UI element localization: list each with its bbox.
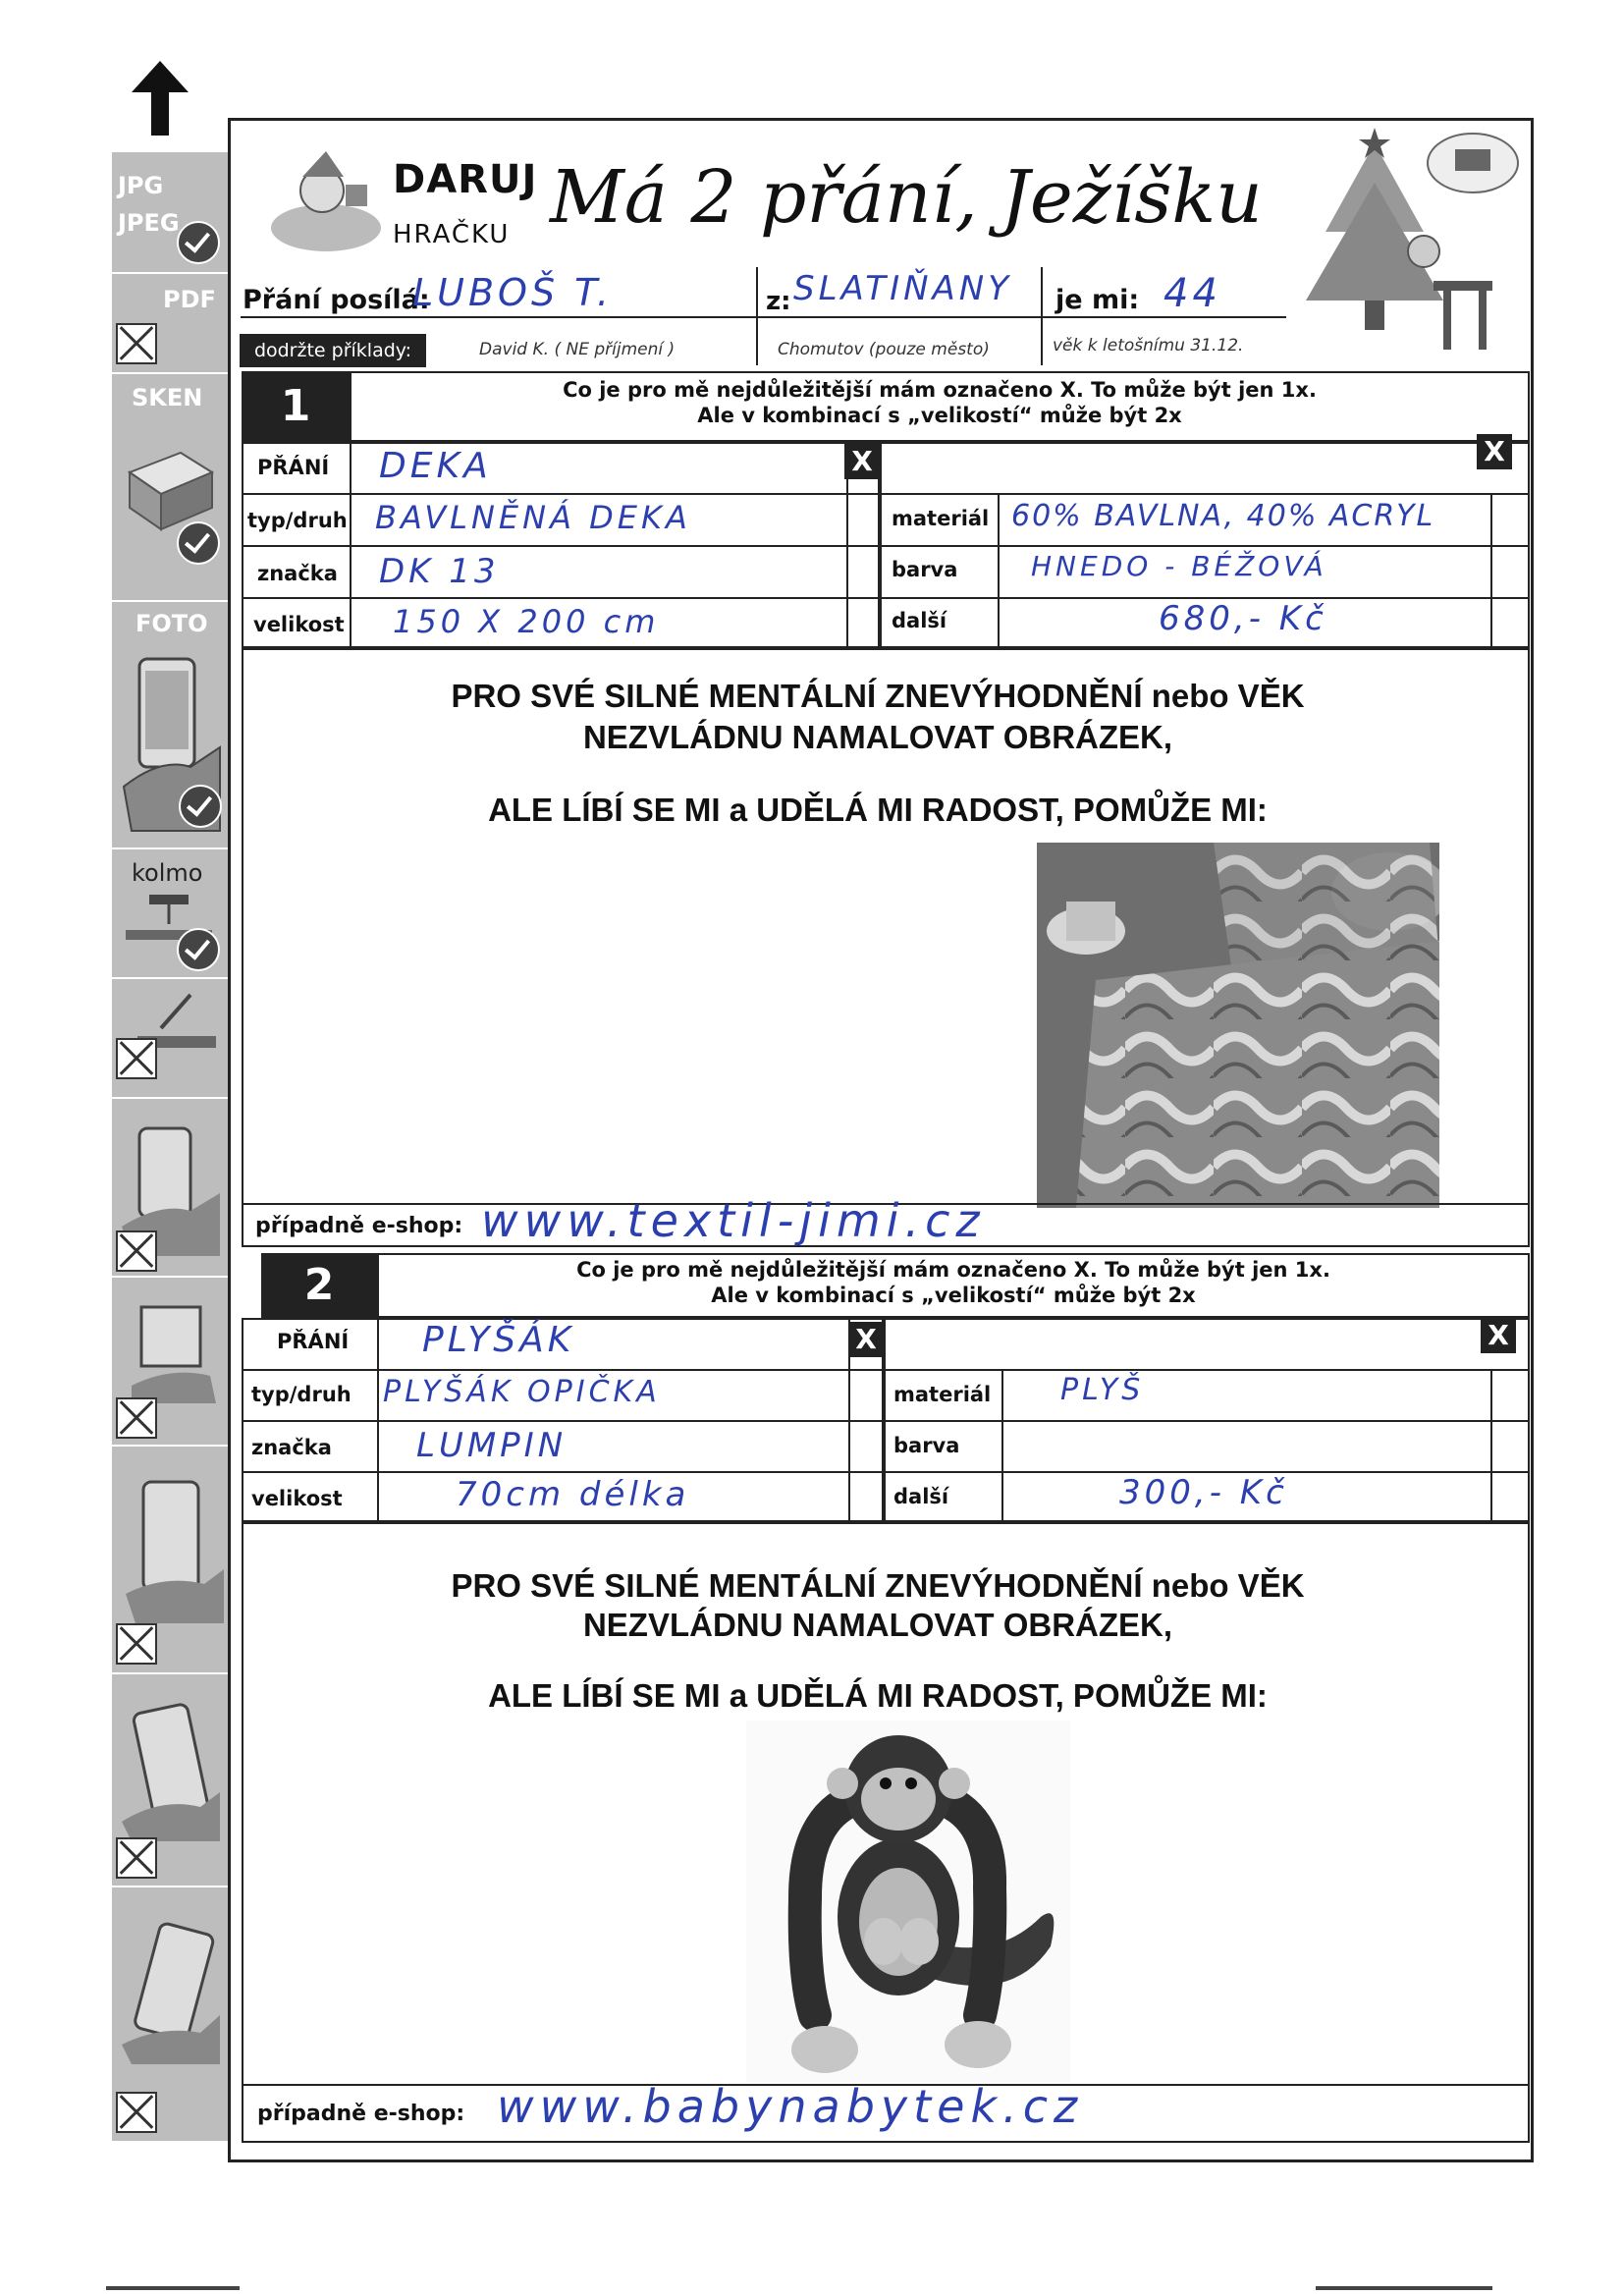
santa-logo-icon: [267, 147, 385, 255]
wish-label: typ/druh: [251, 1383, 352, 1406]
wish-label: velikost: [251, 1487, 343, 1510]
wish-label: PŘÁNÍ: [277, 1330, 350, 1353]
wish-value: PLYŠÁK OPIČKA: [383, 1375, 661, 1409]
wish-number: 1: [242, 371, 350, 442]
wish-label: materiál: [893, 1383, 992, 1406]
x-box-icon: [116, 1623, 157, 1665]
format-photo: [112, 602, 230, 849]
wish-value: PLYŠÁK: [422, 1320, 575, 1360]
blanket-photo: [1037, 843, 1439, 1208]
table-divider: [1001, 1369, 1003, 1522]
x-box-icon: [116, 2092, 157, 2133]
eshop-value: www.textil-jimi.cz: [481, 1194, 986, 1247]
sender-label: Přání posílá:: [243, 285, 430, 315]
x-mark: X: [1477, 434, 1512, 469]
photo-example-4: [112, 1447, 230, 1674]
x-box-icon: [116, 1837, 157, 1879]
statement-line3: ALE LÍBÍ SE MI a UDĚLÁ MI RADOST, POMŮŽE MI:: [488, 792, 1268, 828]
table-divider: [242, 493, 880, 495]
statement-line2: NEZVLÁDNU NAMALOVAT OBRÁZEK,: [582, 719, 1173, 755]
table-divider: [880, 545, 1530, 547]
wish-instruction-line1: Co je pro mě nejdůležitější mám označeno X. To může být jen 1x.: [563, 378, 1317, 402]
wish-label: značka: [251, 1436, 332, 1459]
wish-label: barva: [892, 558, 958, 581]
header-divider: [1041, 267, 1043, 365]
logo-line2: HRAČKU: [393, 220, 511, 249]
format-label: SKEN: [132, 384, 203, 411]
photo-example-6: [112, 1887, 230, 2143]
wish-label: materiál: [892, 507, 990, 530]
tilted-photo-example: [112, 1099, 230, 1278]
wish-label: typ/druh: [247, 509, 348, 532]
up-arrow-icon: [126, 59, 194, 137]
check-icon: [179, 785, 222, 828]
bottom-edge-mark: [1316, 2286, 1492, 2290]
x-box-icon: [116, 1230, 157, 1272]
phone-hand-icon: [122, 1917, 220, 2064]
wish-label: další: [893, 1485, 949, 1508]
check-icon: [177, 928, 220, 971]
bottom-edge-mark: [106, 2286, 240, 2290]
age-label: je mi:: [1055, 285, 1140, 315]
statement-line1: PRO SVÉ SILNÉ MENTÁLNÍ ZNEVÝHODNĚNÍ nebo VĚK: [451, 678, 1305, 714]
statement-line1: PRO SVÉ SILNÉ MENTÁLNÍ ZNEVÝHODNĚNÍ nebo VĚK: [451, 1567, 1305, 1604]
statement-line3: ALE LÍBÍ SE MI a UDĚLÁ MI RADOST, POMŮŽE MI:: [488, 1677, 1268, 1714]
wish-number: 2: [261, 1253, 377, 1318]
logo-line1: DARUJ: [393, 157, 538, 202]
wish-label: velikost: [253, 613, 345, 636]
format-perpendicular: [112, 849, 230, 979]
monkey-plush-photo: [746, 1721, 1070, 2082]
x-mark: X: [1481, 1318, 1516, 1353]
wish-value: 300,- Kč: [1119, 1473, 1288, 1512]
header-divider: [756, 267, 758, 365]
from-label: z:: [766, 287, 791, 316]
christmas-tree-illustration: [1296, 124, 1522, 359]
wish-instruction-line1: Co je pro mě nejdůležitější mám označeno X. To může být jen 1x.: [576, 1258, 1330, 1282]
wish-label: značka: [257, 562, 338, 585]
wish-label: barva: [893, 1434, 960, 1457]
examples-label: dodržte příklady:: [240, 334, 426, 367]
table-divider: [998, 493, 1000, 648]
format-label: FOTO: [135, 610, 208, 637]
header-divider: [241, 316, 1286, 318]
wish-label: PŘÁNÍ: [257, 456, 330, 479]
tilted-scan-example: [112, 979, 230, 1099]
x-box-icon: [116, 1397, 157, 1439]
wish-instruction-line2: Ale v kombinací s „velikostí“ může být 2x: [697, 404, 1182, 427]
table-divider: [242, 1471, 884, 1473]
x-mark: X: [844, 444, 880, 479]
table-divider: [1490, 493, 1492, 648]
eshop-label: případně e-shop:: [255, 1214, 463, 1238]
wish-value: DK 13: [379, 552, 500, 591]
photo-example-3: [112, 1278, 230, 1447]
wish-value: LUMPIN: [416, 1426, 568, 1465]
table-divider: [884, 1420, 1530, 1422]
x-box-icon: [116, 1038, 157, 1079]
x-mark: X: [848, 1322, 884, 1357]
phone-hand-icon: [126, 1476, 224, 1623]
format-pdf: [112, 274, 230, 374]
table-divider: [242, 545, 880, 547]
photo-example-5: [112, 1674, 230, 1887]
table-divider: [242, 597, 880, 599]
wish-value: 680,- Kč: [1159, 599, 1327, 638]
example-name: David K. ( NE příjmení ): [479, 340, 676, 359]
table-divider: [1490, 1369, 1492, 1522]
phone-hand-icon: [122, 1287, 220, 1405]
format-scan: [112, 374, 230, 602]
check-icon: [177, 521, 220, 565]
format-label: kolmo: [132, 859, 203, 887]
age-value: 44: [1163, 271, 1221, 316]
wish-instruction-line2: Ale v kombinací s „velikostí“ může být 2x: [711, 1284, 1196, 1307]
wish-value: 70cm délka: [456, 1475, 690, 1514]
table-divider: [242, 1420, 884, 1422]
format-label: JPG: [118, 172, 164, 199]
phone-hand-icon: [122, 1694, 220, 1841]
table-divider: [880, 493, 1530, 495]
x-box-icon: [116, 323, 157, 364]
wish-value: BAVLNĚNÁ DEKA: [375, 499, 691, 536]
format-jpg: [112, 152, 230, 274]
wish-value: HNEDO - BÉŽOVÁ: [1031, 550, 1327, 582]
format-label: JPEG: [118, 209, 180, 237]
wish-label: další: [892, 609, 947, 632]
check-icon: [177, 221, 220, 264]
from-value: SLATIŇANY: [793, 269, 1012, 308]
statement-line2: NEZVLÁDNU NAMALOVAT OBRÁZEK,: [582, 1607, 1173, 1643]
eshop-value: www.babynabytek.cz: [497, 2080, 1084, 2133]
format-label: PDF: [163, 286, 216, 313]
wish-value: PLYŠ: [1060, 1373, 1145, 1407]
eshop-label: případně e-shop:: [257, 2102, 465, 2126]
page-title: Má 2 přání, Ježíšku: [550, 155, 1263, 240]
wish-value: 60% BAVLNA, 40% ACRYL: [1011, 499, 1435, 533]
table-divider: [884, 1369, 1530, 1371]
example-age: věk k letošnímu 31.12.: [1053, 336, 1244, 355]
sender-value: LUBOŠ T.: [412, 271, 613, 314]
wish-value: 150 X 200 cm: [393, 603, 660, 640]
wish-value: DEKA: [379, 446, 492, 486]
example-town: Chomutov (pouze město): [778, 340, 990, 359]
table-divider: [242, 1369, 884, 1371]
